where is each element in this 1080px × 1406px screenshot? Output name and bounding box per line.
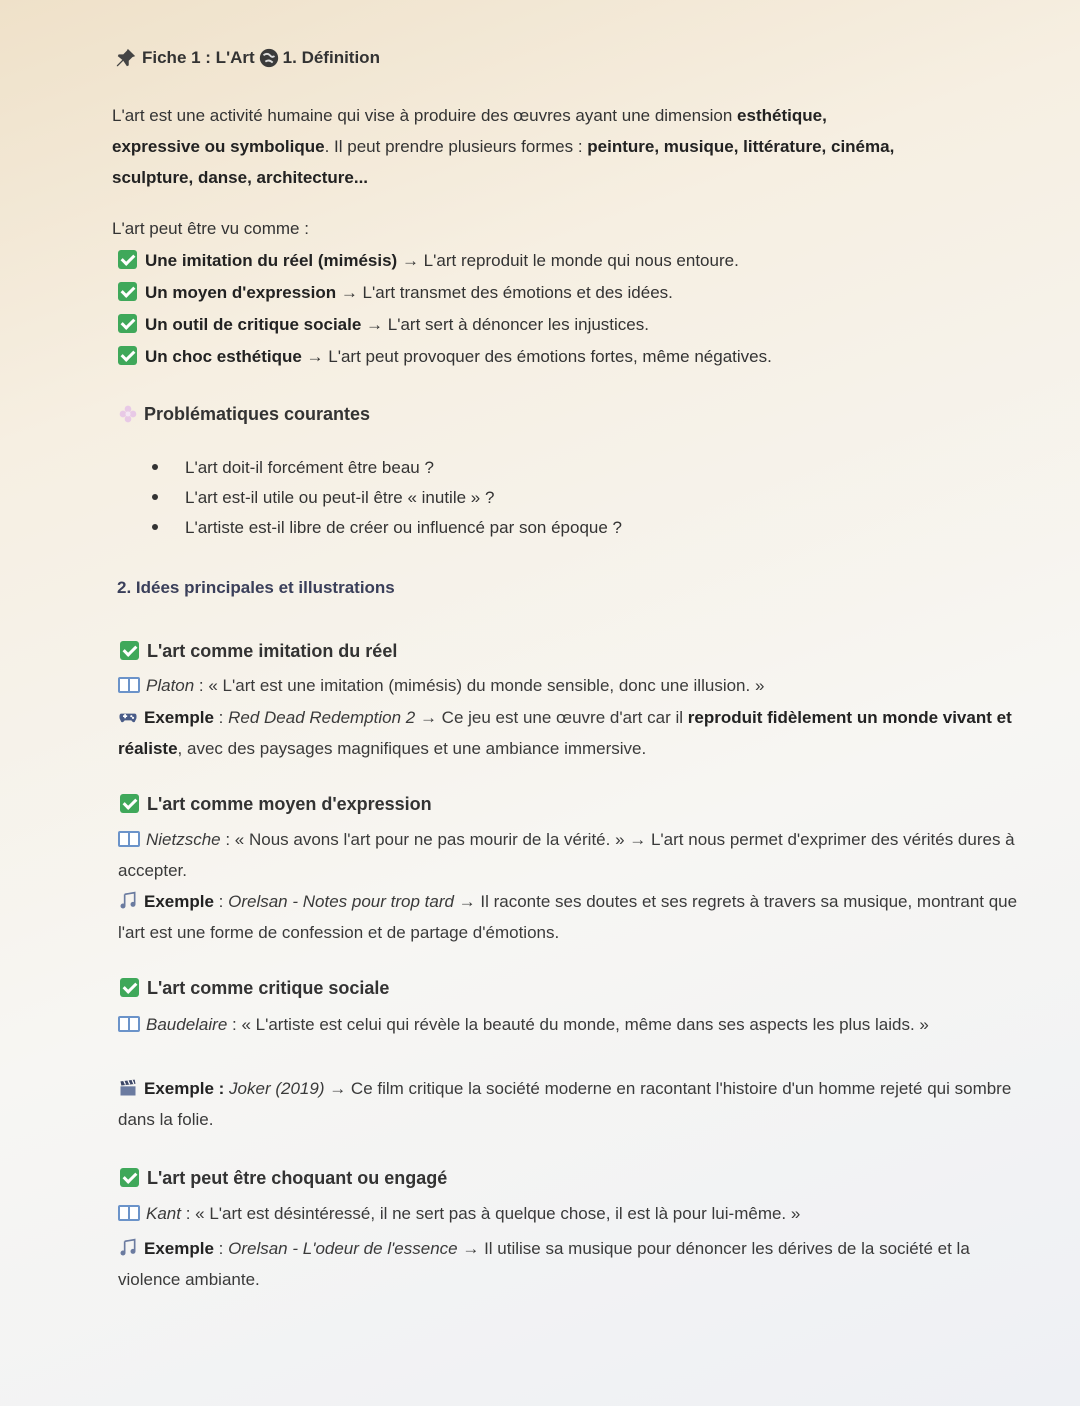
view-item-text: → L'art transmet des émotions et des idées. [336, 283, 673, 302]
list-item-text: L'art est-il utile ou peut-il être « inutile » ? [185, 488, 495, 507]
views-intro: L'art peut être vu comme : [112, 219, 309, 238]
checkmark-icon [118, 282, 137, 301]
example-colon: : [213, 1239, 229, 1258]
view-item-bold: Une imitation du réel (mimésis) [145, 251, 398, 270]
checkmark-icon [120, 1168, 139, 1187]
quote-author: Platon [146, 676, 195, 695]
checkmark-icon [118, 346, 137, 365]
example-work: Joker (2019) [229, 1079, 325, 1098]
music-notes-icon [118, 891, 138, 911]
bullet-icon [152, 494, 158, 500]
book-icon [118, 677, 140, 693]
example-label: Exemple [144, 1239, 214, 1258]
section1-title: 1. Définition [282, 48, 380, 67]
checkmark-icon [120, 794, 139, 813]
example-colon: : [213, 708, 229, 727]
checkmark-icon [120, 978, 139, 997]
view-item-bold: Un outil de critique sociale [145, 315, 362, 334]
definition-bold: expressive ou symbolique [112, 137, 325, 156]
block-title [120, 1168, 447, 1189]
definition-forms: sculpture, danse, architecture... [112, 168, 369, 187]
block-title-text: L'art comme moyen d'expression [147, 794, 432, 814]
gamepad-icon [118, 707, 138, 727]
checkmark-icon [118, 250, 137, 269]
block-title-text: L'art comme critique sociale [147, 978, 390, 998]
bullet-icon [152, 464, 158, 470]
block-quote [118, 1198, 1023, 1229]
section2-title: 2. Idées principales et illustrations [117, 578, 395, 597]
block-title-text: L'art peut être choquant ou engagé [147, 1168, 448, 1188]
list-item-text: L'art doit-il forcément être beau ? [185, 458, 434, 477]
book-icon [118, 1205, 140, 1221]
block-example [118, 1073, 1023, 1135]
block-title [120, 978, 389, 999]
quote-author: Nietzsche [146, 830, 221, 849]
pushpin-icon [115, 47, 137, 69]
definition-bold: esthétique, [737, 106, 827, 125]
list-item [152, 518, 622, 538]
block-title [120, 641, 397, 662]
view-item [118, 346, 772, 367]
example-text: , avec des paysages magnifiques et une ambiance immersive. [177, 739, 647, 758]
clapperboard-icon [118, 1078, 138, 1098]
view-item [118, 314, 649, 335]
block-quote [118, 670, 1023, 701]
book-icon [118, 1016, 140, 1032]
definition-text: . Il peut prendre plusieurs formes : [324, 137, 588, 156]
checkmark-icon [120, 641, 139, 660]
example-label: Exemple : [144, 1079, 225, 1098]
block-example [118, 702, 1023, 764]
quote-author: Kant [146, 1204, 181, 1223]
example-label: Exemple [144, 892, 214, 911]
book-icon [118, 831, 140, 847]
example-work: Red Dead Redemption 2 [228, 708, 416, 727]
example-work: Orelsan - Notes pour trop tard [228, 892, 454, 911]
quote-text: : « L'art est une imitation (mimésis) du monde sensible, donc une illusion. » [194, 676, 765, 695]
checkmark-icon [118, 314, 137, 333]
quote-text: : « L'artiste est celui qui révèle la beauté du monde, même dans ses aspects les plus laids. » [227, 1015, 929, 1034]
flower-icon [118, 404, 138, 424]
quote-author: Baudelaire [146, 1015, 228, 1034]
problems-heading [118, 404, 370, 425]
definition-text: L'art est une activité humaine qui vise à produire des œuvres ayant une dimension [112, 106, 738, 125]
problems-title: Problématiques courantes [144, 404, 371, 424]
view-item-bold: Un choc esthétique [145, 347, 302, 366]
example-text: → Ce jeu est une œuvre d'art car il [415, 708, 688, 727]
example-text: → Ce film critique la société moderne en racontant l'histoire d'un homme rejeté qui sombre dans la folie. [118, 1079, 1012, 1129]
example-work: Orelsan - L'odeur de l'essence [228, 1239, 458, 1258]
list-item [152, 458, 434, 478]
block-example [118, 886, 1023, 948]
block-title-text: L'art comme imitation du réel [147, 641, 398, 661]
example-colon: : [213, 892, 229, 911]
block-title [120, 794, 432, 815]
block-quote [118, 1009, 1023, 1040]
view-item [118, 250, 739, 271]
list-item-text: L'artiste est-il libre de créer ou influencé par son époque ? [185, 518, 623, 537]
list-item [152, 488, 494, 508]
quote-text: : « Nous avons l'art pour ne pas mourir de la vérité. » → L'art nous permet d'exprimer des vérités dures à accepter. [118, 830, 1015, 880]
block-example [118, 1233, 1023, 1295]
document-header [115, 47, 380, 69]
example-text: → Il raconte ses doutes et ses regrets à travers sa musique, montrant que l'art est une forme de confession et de partage d'émotions. [118, 892, 1018, 942]
view-item-bold: Un moyen d'expression [145, 283, 337, 302]
example-text: → Il utilise sa musique pour dénoncer les dérives de la société et la violence ambiante. [118, 1239, 970, 1289]
music-notes-icon [118, 1238, 138, 1258]
definition-paragraph [112, 100, 1002, 193]
block-quote [118, 824, 1023, 886]
bullet-icon [152, 524, 158, 530]
globe-icon [258, 47, 280, 69]
view-item [118, 282, 673, 303]
definition-forms: peinture, musique, littérature, cinéma, [587, 137, 895, 156]
view-item-text: → L'art reproduit le monde qui nous entoure. [397, 251, 739, 270]
view-item-text: → L'art peut provoquer des émotions fortes, même négatives. [301, 347, 772, 366]
quote-text: : « L'art est désintéressé, il ne sert pas à quelque chose, il est là pour lui-même. » [180, 1204, 801, 1223]
fiche-title: Fiche 1 : L'Art [142, 48, 255, 67]
example-label: Exemple [144, 708, 214, 727]
example-bold: reproduit fidèlement un monde vivant et réaliste [118, 708, 1012, 758]
view-item-text: → L'art sert à dénoncer les injustices. [361, 315, 649, 334]
